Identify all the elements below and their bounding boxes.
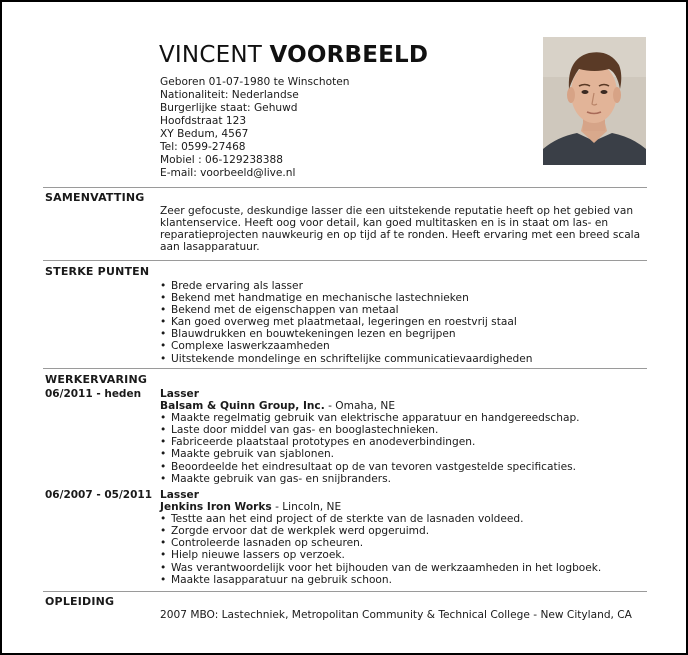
job-employer-line <box>160 400 642 412</box>
first-name: VINCENT <box>159 42 262 68</box>
job-title: Lasser <box>160 489 199 501</box>
profile-photo <box>543 37 646 165</box>
list-item: • Blauwdrukken en bouwtekeningen lezen en begrijpen <box>160 328 642 340</box>
list-item: • Brede ervaring als lasser <box>160 280 642 292</box>
list-item: • Beoordeelde het eindresultaat op de van tevoren vastgestelde specificaties. <box>160 461 642 473</box>
divider <box>43 187 647 188</box>
list-item: • Bekend met handmatige en mechanische lastechnieken <box>160 292 642 304</box>
list-item: • Kan goed overweg met plaatmetaal, legeringen en roestvrij staal <box>160 316 642 328</box>
strengths-section <box>160 280 642 365</box>
candidate-name <box>159 42 428 68</box>
list-item: • Maakte gebruik van gas- en snijbranders. <box>160 473 642 485</box>
summary-text: Zeer gefocuste, deskundige lasser die een uitstekende reputatie heeft op het gebied van klantenservice. Heeft oog voor detail, kan goed multitasken en is in staat om las- en reparatieprojecten nauwkeurig en op tijd af te ronden. Heeft ervaring met een breed scala aan lasapparatuur. <box>160 205 641 254</box>
email: E-mail: voorbeeld@live.nl <box>160 167 296 179</box>
phone: Tel: 0599-27468 <box>160 141 246 153</box>
job-duties-list <box>160 412 642 485</box>
experience-title: WERKERVARING <box>45 373 148 386</box>
job-dates: 06/2007 - 05/2011 <box>45 489 153 501</box>
divider <box>43 260 647 261</box>
job-entry <box>160 489 642 586</box>
summary-title: SAMENVATTING <box>45 191 145 204</box>
postal-city: XY Bedum, 4567 <box>160 128 249 140</box>
list-item: • Bekend met de eigenschappen van metaal <box>160 304 642 316</box>
employer-name: Balsam & Quinn Group, Inc. <box>160 400 325 413</box>
birth-info: Geboren 01-07-1980 te Winschoten <box>160 76 350 88</box>
job-dates: 06/2011 - heden <box>45 388 142 400</box>
list-item: • Laste door middel van gas- en booglastechnieken. <box>160 424 642 436</box>
list-item: • Was verantwoordelijk voor het bijhouden van de werkzaamheden in het logboek. <box>160 562 642 574</box>
list-item: • Controleerde lasnaden op scheuren. <box>160 537 642 549</box>
employer-name: Jenkins Iron Works <box>160 501 272 514</box>
list-item: • Testte aan het eind project of de sterkte van de lasnaden voldeed. <box>160 513 642 525</box>
street-address: Hoofdstraat 123 <box>160 115 247 127</box>
list-item: • Fabriceerde plaatstaal prototypes en anodeverbindingen. <box>160 436 642 448</box>
list-item: • Maakte lasapparatuur na gebruik schoon. <box>160 574 642 586</box>
marital-status: Burgerlijke staat: Gehuwd <box>160 102 298 114</box>
list-item: • Hielp nieuwe lassers op verzoek. <box>160 549 642 561</box>
divider <box>43 368 647 369</box>
education-title: OPLEIDING <box>45 595 115 608</box>
employer-location: - Lincoln, NE <box>271 501 342 514</box>
list-item: • Complexe laswerkzaamheden <box>160 340 642 352</box>
last-name: VOORBEELD <box>269 42 429 68</box>
mobile: Mobiel : 06-129238388 <box>160 154 284 166</box>
list-item: • Maakte gebruik van sjablonen. <box>160 448 642 460</box>
job-duties-list <box>160 513 642 586</box>
job-title: Lasser <box>160 388 199 400</box>
strengths-list <box>160 280 642 365</box>
list-item: • Maakte regelmatig gebruik van elektrische apparatuur en handgereedschap. <box>160 412 642 424</box>
contact-details <box>160 76 349 180</box>
list-item: • Uitstekende mondelinge en schriftelijke communicatievaardigheden <box>160 353 642 365</box>
job-employer-line <box>160 501 642 513</box>
list-item: • Zorgde ervoor dat de werkplek werd opgeruimd. <box>160 525 642 537</box>
divider <box>43 591 647 592</box>
nationality: Nationaliteit: Nederlandse <box>160 89 299 101</box>
employer-location: - Omaha, NE <box>324 400 396 413</box>
education-text: 2007 MBO: Lastechniek, Metropolitan Community & Technical College - New Cityland, CA <box>160 609 632 621</box>
strengths-title: STERKE PUNTEN <box>45 265 150 278</box>
job-entry <box>160 388 642 485</box>
